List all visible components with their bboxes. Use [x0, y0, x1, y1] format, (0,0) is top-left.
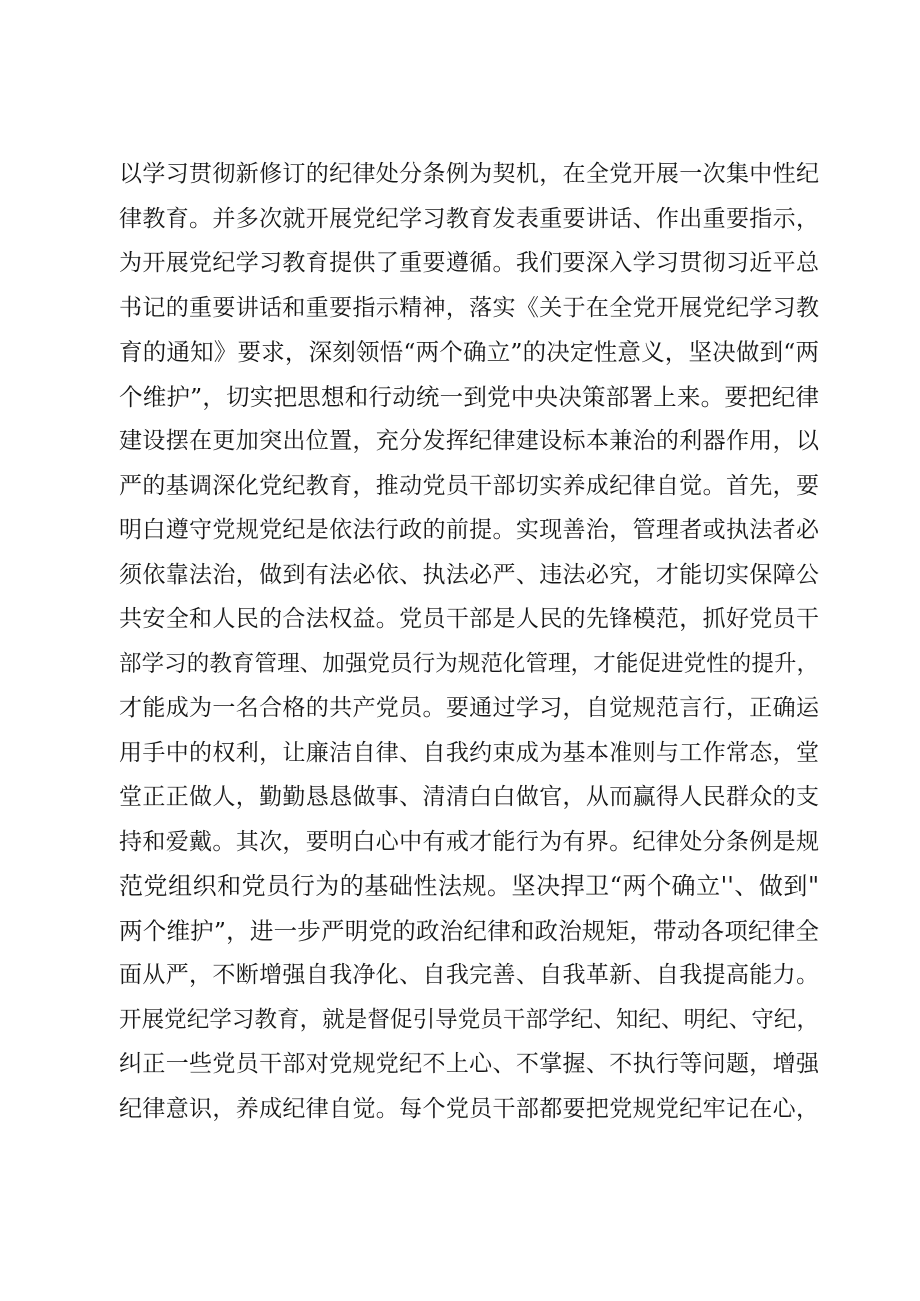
- text-line-12: 部学习的教育管理、加强党员行为规范化管理，才能促进党性的提升，: [119, 650, 819, 677]
- text-line-1: 以学习贯彻新修订的纪律处分条例为契机，在全党开展一次集中性纪: [119, 161, 819, 187]
- text-line-13: 才能成为一名合格的共产党员。要通过学习，自觉规范言行，正确运: [119, 695, 819, 721]
- text-line-14: 用手中的权利，让廉洁自律、自我约束成为基本准则与工作常态，堂: [119, 739, 819, 766]
- text-line-4: 书记的重要讲话和重要指示精神，落实《关于在全党开展党纪学习教: [119, 294, 819, 321]
- text-line-2: 律教育。并多次就开展党纪学习教育发表重要讲话、作出重要指示，: [119, 205, 819, 232]
- text-line-16: 持和爱戴。其次，要明白心中有戒才能行为有界。纪律处分条例是规: [119, 828, 819, 855]
- text-line-17: 范党组织和党员行为的基础性法规。坚决捍卫“两个确立''、做到": [119, 872, 819, 900]
- text-line-21: 纠正一些党员干部对党规党纪不上心、不掌握、不执行等问题，增强: [119, 1051, 819, 1077]
- text-line-11: 共安全和人民的合法权益。党员干部是人民的先锋模范，抓好党员干: [119, 606, 819, 632]
- body-paragraph: [119, 152, 819, 1131]
- text-line-6: 个维护”，切实把思想和行动统一到党中央决策部署上来。要把纪律: [119, 382, 819, 411]
- text-line-20: 开展党纪学习教育，就是督促引导党员干部学纪、知纪、明纪、守纪，: [119, 1006, 819, 1033]
- text-line-15: 堂正正做人，勤勤恳恳做事、清清白白做官，从而赢得人民群众的支: [119, 784, 819, 810]
- text-line-5: 育的通知》要求，深刻领悟“两个确立”的决定性意义，坚决做到“两: [119, 338, 819, 366]
- text-line-22: 纪律意识，养成纪律自觉。每个党员干部都要把党规党纪牢记在心，: [119, 1095, 819, 1122]
- text-line-18: 两个维护”，进一步严明党的政治纪律和政治规矩，带动各项纪律全: [119, 916, 819, 945]
- text-line-7: 建设摆在更加突出位置，充分发挥纪律建设标本兼治的利器作用，以: [119, 428, 819, 454]
- text-line-10: 须依靠法治，做到有法必依、执法必严、违法必究，才能切实保障公: [119, 561, 819, 588]
- text-line-8: 严的基调深化党纪教育，推动党员干部切实养成纪律自觉。首先，要: [119, 472, 819, 499]
- text-line-19: 面从严，不断增强自我净化、自我完善、自我革新、自我提高能力。: [119, 962, 819, 988]
- text-line-9: 明白遵守党规党纪是依法行政的前提。实现善治，管理者或执法者必: [119, 517, 819, 543]
- text-line-3: 为开展党纪学习教育提供了重要遵循。我们要深入学习贯彻习近平总: [119, 250, 819, 276]
